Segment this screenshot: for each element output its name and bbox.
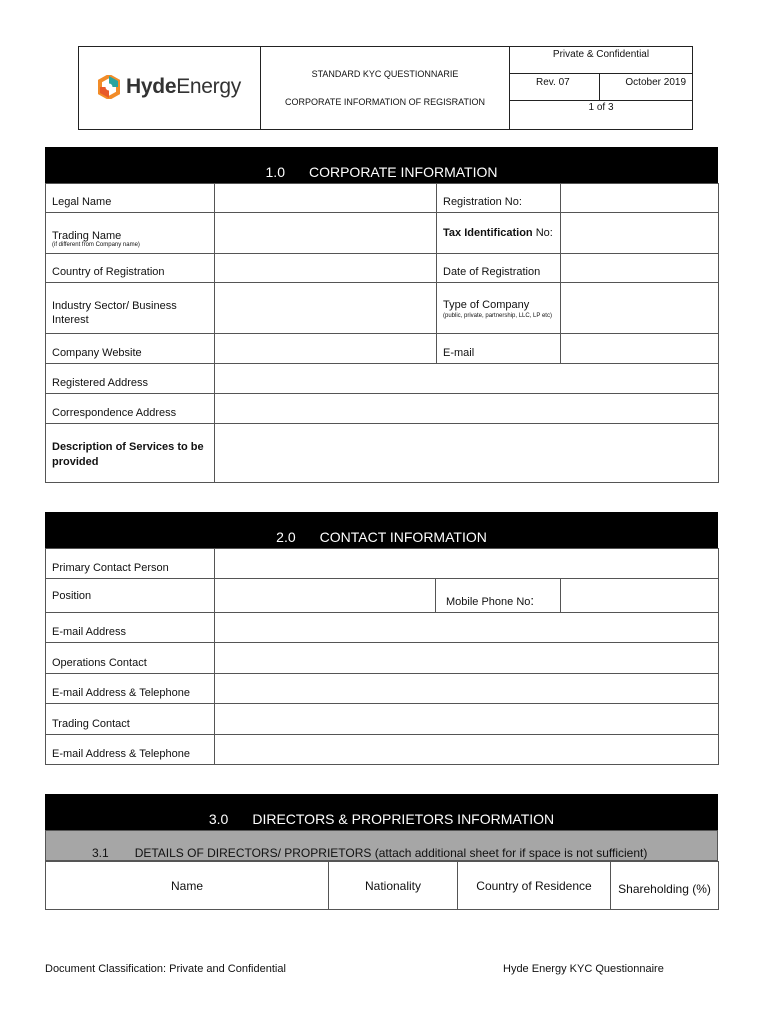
col-header-shareholding: Shareholding (%) [611,862,719,910]
operations-email-telephone-label: E-mail Address & Telephone [46,674,215,704]
section-3-title: DIRECTORS & PROPRIETORS INFORMATION [252,811,555,827]
footer-right: Hyde Energy KYC Questionnaire [503,963,664,975]
trading-contact-field[interactable] [215,704,719,735]
correspondence-address-label: Correspondence Address [46,394,215,424]
hyde-energy-logo [98,75,241,99]
primary-contact-field[interactable] [215,549,719,579]
col-header-nationality: Nationality [329,862,458,910]
legal-name-label: Legal Name [46,184,215,213]
trading-name-label-cell [46,213,215,254]
operations-contact-label: Operations Contact [46,643,215,674]
section-1-number: 1.0 [265,164,285,180]
doc-title-cell [261,47,510,130]
operations-email-telephone-field[interactable] [215,674,719,704]
industry-sector-label: Industry Sector/ Business Interest [46,283,215,334]
type-of-company-label-cell [437,283,561,334]
revision-date: October 2019 [600,74,693,101]
trading-name-note: (if different from Company name) [52,242,140,248]
contact-info-table [45,548,718,765]
type-of-company-label: Type of Company [443,299,530,311]
document-header [78,46,692,129]
mobile-phone-label: Mobile Phone No [446,596,531,608]
country-of-registration-field[interactable] [215,254,437,283]
date-of-registration-label: Date of Registration [437,254,561,283]
col-header-name: Name [46,862,329,910]
description-services-field[interactable] [215,424,719,483]
primary-contact-label: Primary Contact Person [46,549,215,579]
classification-label: Private & Confidential [510,47,693,74]
type-of-company-field[interactable] [561,283,719,334]
page-number: 1 of 3 [510,101,693,130]
registration-no-field[interactable] [561,184,719,213]
type-of-company-note: (public, private, partnership, LLC, LP etc) [443,313,552,319]
email-label: E-mail [437,334,561,364]
legal-name-field[interactable] [215,184,437,213]
registered-address-label: Registered Address [46,364,215,394]
industry-sector-field[interactable] [215,283,437,334]
tax-id-label-bold: Tax Identification [443,227,533,239]
trading-email-telephone-field[interactable] [215,735,719,765]
trading-email-telephone-label: E-mail Address & Telephone [46,735,215,765]
position-label: Position [46,579,215,613]
country-of-registration-label: Country of Registration [46,254,215,283]
company-website-field[interactable] [215,334,437,364]
tax-id-label-rest: No: [532,227,553,239]
directors-table [45,861,718,910]
email-field[interactable] [561,334,719,364]
revision-label: Rev. 07 [510,74,600,101]
registration-no-label: Registration No: [437,184,561,213]
email-address-label: E-mail Address [46,613,215,643]
section-3-1-title: DETAILS OF DIRECTORS/ PROPRIETORS (attach additional sheet for if space is not sufficient) [134,846,648,860]
email-address-field[interactable] [215,613,719,643]
doc-title: STANDARD KYC QUESTIONNARIE [311,69,459,79]
logo-text-bold: Hyde [126,74,177,98]
section-2-number: 2.0 [276,529,296,545]
description-services-label: Description of Services to be provided [46,424,215,483]
trading-name-label: Trading Name [52,230,122,242]
hexagon-logo-icon [98,75,120,99]
trading-name-field[interactable] [215,213,437,254]
tax-id-field[interactable] [561,213,719,254]
section-1-header [45,147,718,183]
corporate-info-table [45,183,718,483]
logo-cell [79,47,261,130]
correspondence-address-field[interactable] [215,394,719,424]
doc-subtitle: CORPORATE INFORMATION OF REGISRATION [284,97,485,107]
footer-left: Document Classification: Private and Confidential [45,963,286,975]
mobile-phone-field[interactable] [561,579,719,613]
position-field[interactable] [215,579,436,613]
section-3-1-subheader [45,830,718,861]
section-3-number: 3.0 [208,811,229,827]
mobile-phone-label-cell [436,579,561,613]
section-1-title: CORPORATE INFORMATION [308,164,498,180]
operations-contact-field[interactable] [215,643,719,674]
section-2-title: CONTACT INFORMATION [319,529,487,545]
trading-contact-label: Trading Contact [46,704,215,735]
mobile-phone-colon: : [530,593,535,608]
logo-text-light: Energy [176,74,241,98]
section-3-header [45,794,718,830]
registered-address-field[interactable] [215,364,719,394]
col-header-country-residence: Country of Residence [458,862,611,910]
date-of-registration-field[interactable] [561,254,719,283]
company-website-label: Company Website [46,334,215,364]
section-2-header [45,512,718,548]
section-3-1-number: 3.1 [92,846,109,860]
tax-id-label-cell [437,213,561,254]
